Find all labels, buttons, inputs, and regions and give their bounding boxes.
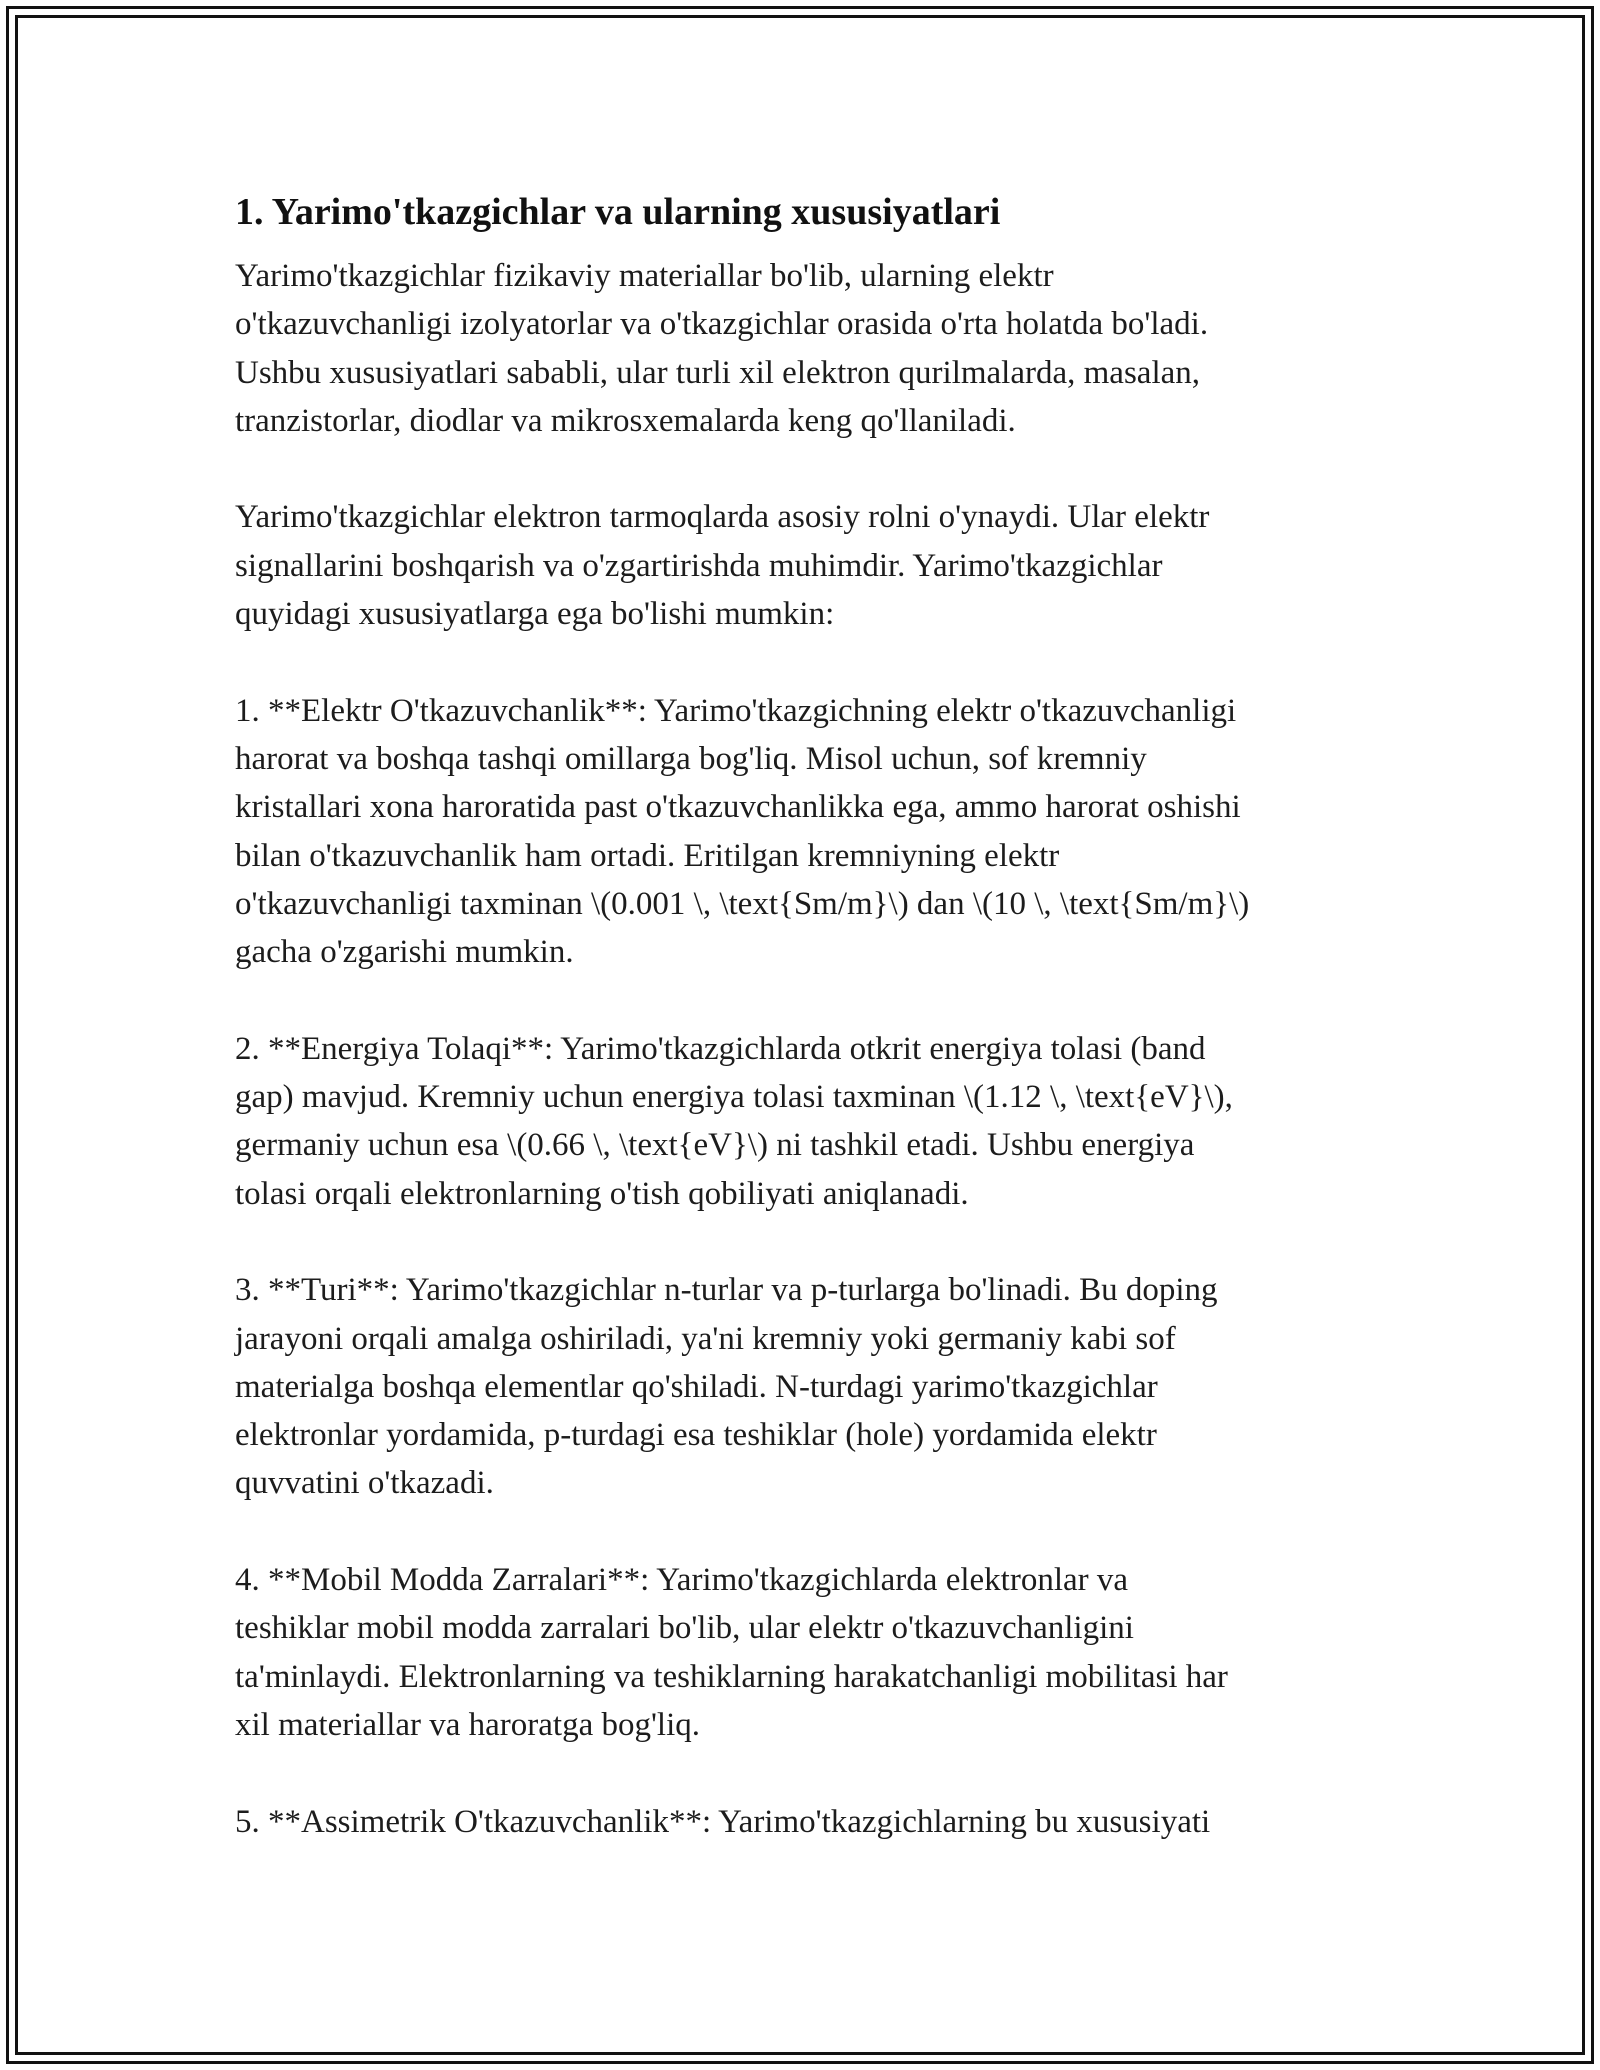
text-line: xil materiallar va haroratga bog'liq. xyxy=(235,1706,701,1743)
text-line: quvvatini o'tkazadi. xyxy=(235,1465,494,1502)
text-line: Yarimo'tkazgichlar fizikaviy materiallar bo'lib, ularning elektr xyxy=(235,258,1054,294)
text-line: tolasi orqali elektronlarning o'tish qobiliyati aniqlanadi. xyxy=(235,1175,969,1212)
text-line: ta'minlaydi. Elektronlarning va teshiklarning harakatchanligi mobilitasi har xyxy=(235,1658,1228,1695)
text-line: elektronlar yordamida, p-turdagi esa teshiklar (hole) yordamida elektr xyxy=(235,1417,1157,1454)
text-line: harorat va boshqa tashqi omillarga bog'liq. Misol uchun, sof kremniy xyxy=(235,740,1147,777)
list-item-types xyxy=(235,1266,1375,1507)
text-line: jarayoni orqali amalga oshiriladi, ya'ni kremniy yoki germaniy kabi sof xyxy=(235,1320,1176,1357)
text-line: kristallari xona haroratida past o'tkazuvchanlikka ega, ammo harorat oshishi xyxy=(235,789,1241,826)
text-line: materialga boshqa elementlar qo'shiladi. N-turdagi yarimo'tkazgichlar xyxy=(235,1368,1158,1405)
text-line: gap) mavjud. Kremniy uchun energiya tolasi taxminan \(1.12 \, \text{eV}\), xyxy=(235,1079,1233,1116)
text-line: 2. **Energiya Tolaqi**: Yarimo'tkazgichlarda otkrit energiya tolasi (band xyxy=(235,1030,1206,1067)
paragraph-role xyxy=(235,493,1375,638)
text-line: gacha o'zgarishi mumkin. xyxy=(235,934,574,971)
list-item-conductivity xyxy=(235,687,1375,977)
text-line: o'tkazuvchanligi taxminan \(0.001 \, \text{Sm/m}\) dan \(10 \, \text{Sm/m}\) xyxy=(235,885,1250,922)
text-line: 5. **Assimetrik O'tkazuvchanlik**: Yarimo'tkazgichlarning bu xususiyati xyxy=(235,1803,1211,1840)
paragraph-intro xyxy=(235,252,1375,445)
text-line: bilan o'tkazuvchanlik ham ortadi. Eritilgan kremniyning elektr xyxy=(235,837,1060,874)
text-line: 1. **Elektr O'tkazuvchanlik**: Yarimo'tkazgichning elektr o'tkazuvchanligi xyxy=(235,692,1237,729)
text-line: tranzistorlar, diodlar va mikrosxemalarda keng qo'llaniladi. xyxy=(235,402,1016,439)
text-line: quyidagi xususiyatlarga ega bo'lishi mumkin: xyxy=(235,596,835,633)
text-line: Yarimo'tkazgichlar elektron tarmoqlarda asosiy rolni o'ynaydi. Ular elektr xyxy=(235,499,1210,536)
text-line: 3. **Turi**: Yarimo'tkazgichlar n-turlar va p-turlarga bo'linadi. Bu doping xyxy=(235,1272,1218,1309)
list-item-asymmetric-conductivity xyxy=(235,1798,1375,1846)
document-title: 1. Yarimo'tkazgichlar va ularning xususiyatlari xyxy=(235,191,1001,233)
list-item-band-gap xyxy=(235,1025,1375,1218)
text-line: o'tkazuvchanligi izolyatorlar va o'tkazgichlar orasida o'rta holatda bo'ladi. xyxy=(235,306,1209,343)
text-line: 4. **Mobil Modda Zarralari**: Yarimo'tkazgichlarda elektronlar va xyxy=(235,1562,1129,1599)
text-line: germaniy uchun esa \(0.66 \, \text{eV}\) ni tashkil etadi. Ushbu energiya xyxy=(235,1127,1195,1164)
text-line: signallarini boshqarish va o'zgartirishda muhimdir. Yarimo'tkazgichlar xyxy=(235,547,1163,584)
document-body xyxy=(235,188,1375,1894)
list-item-charge-carriers xyxy=(235,1556,1375,1749)
text-line: Ushbu xususiyatlari sababli, ular turli xil elektron qurilmalarda, masalan, xyxy=(235,354,1201,391)
text-line: teshiklar mobil modda zarralari bo'lib, ular elektr o'tkazuvchanligini xyxy=(235,1610,1134,1647)
